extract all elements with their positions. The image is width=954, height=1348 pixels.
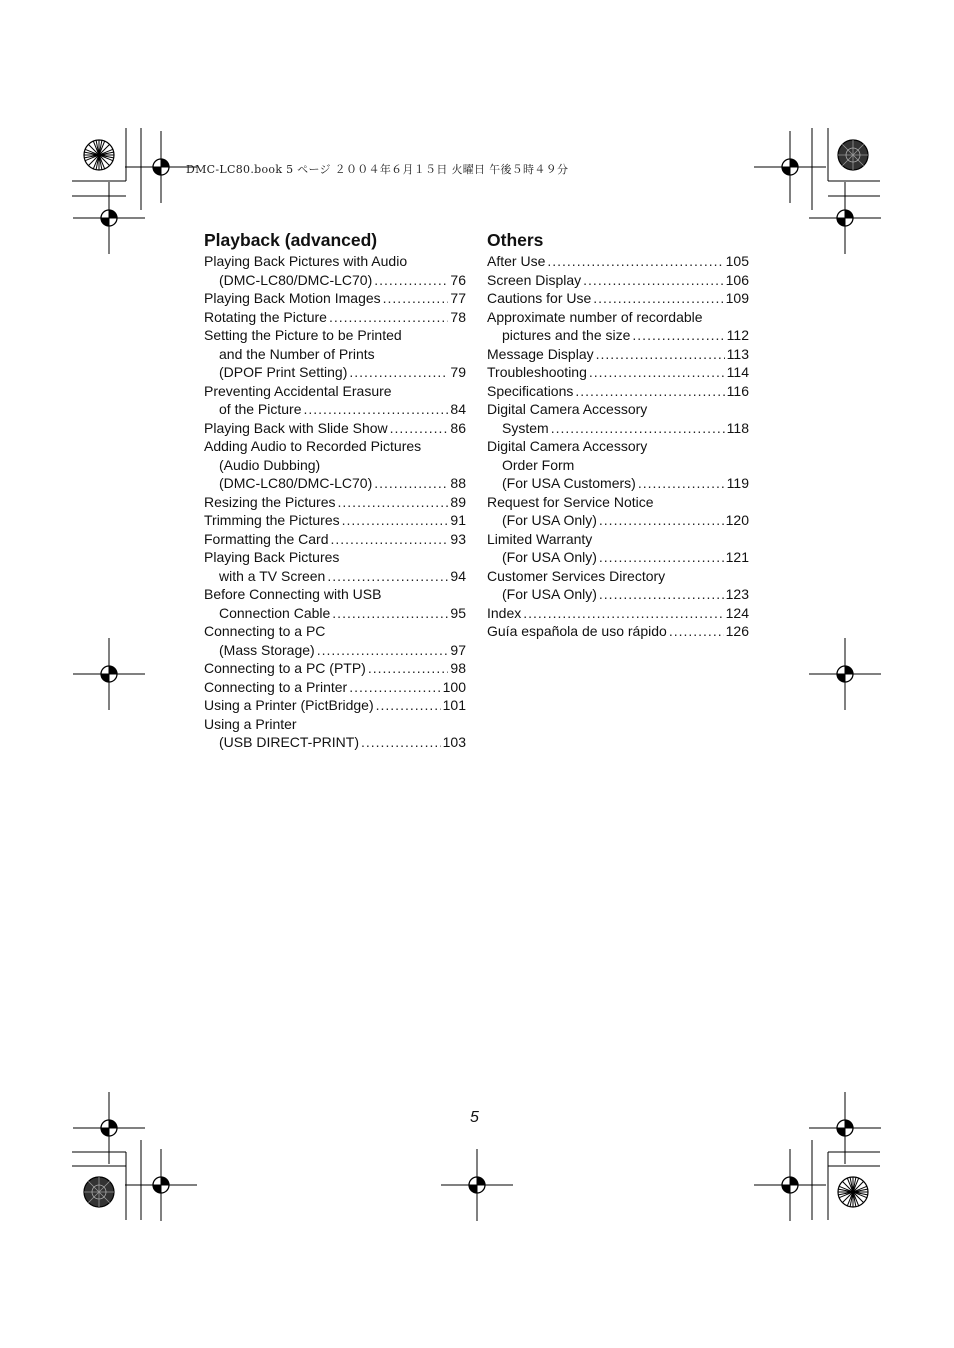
toc-entry-line — [487, 585, 749, 604]
toc-column-playback-advanced — [204, 229, 466, 752]
toc-entry[interactable] — [487, 271, 749, 290]
toc-entry[interactable] — [487, 530, 749, 567]
toc-entry[interactable] — [204, 493, 466, 512]
toc-entry-text: Troubleshooting — [487, 364, 587, 380]
toc-page-number: 86 — [450, 419, 466, 436]
dot-leader — [523, 604, 723, 623]
toc-page-number: 76 — [450, 271, 466, 288]
dot-leader — [361, 733, 441, 752]
toc-entry-line — [204, 696, 466, 715]
toc-entry-text: Order Form — [502, 456, 575, 473]
toc-entry-text: Trimming the Pictures — [204, 512, 340, 528]
dot-leader — [376, 696, 441, 715]
toc-entry-line — [204, 567, 466, 586]
dot-leader — [390, 419, 449, 438]
toc-entry[interactable] — [487, 437, 749, 493]
toc-entry-line — [204, 659, 466, 678]
dot-leader — [383, 289, 449, 308]
toc-entry-line — [487, 419, 749, 438]
toc-page-number: 121 — [725, 549, 749, 565]
toc-entry-line — [204, 604, 466, 623]
dot-leader — [338, 493, 449, 512]
toc-page-number: 123 — [725, 586, 749, 602]
toc-entry-line — [487, 548, 749, 567]
toc-entry-line — [204, 419, 466, 438]
toc-page-number: 78 — [450, 308, 466, 325]
toc-entry-line — [204, 733, 466, 752]
toc-entry-text: Playing Back Pictures — [204, 549, 340, 565]
toc-entry-line — [487, 363, 749, 382]
toc-entry-line — [204, 585, 466, 604]
toc-entry-line — [204, 622, 466, 641]
toc-entry-line — [487, 308, 749, 327]
toc-page-number: 116 — [726, 382, 749, 399]
toc-page-number: 119 — [726, 475, 749, 491]
toc-page-number: 77 — [450, 290, 466, 306]
toc-entry[interactable] — [487, 345, 749, 364]
toc-entry[interactable] — [204, 419, 466, 438]
toc-entry[interactable] — [204, 289, 466, 308]
toc-entry-text: System — [502, 419, 549, 436]
dot-leader — [632, 326, 724, 345]
dot-leader — [304, 400, 449, 419]
toc-entry-text: Connecting to a PC (PTP) — [204, 660, 366, 676]
toc-entry-line — [204, 530, 466, 549]
toc-entry-line — [204, 456, 466, 475]
toc-entry-line — [487, 271, 749, 290]
toc-page-number: 88 — [450, 475, 466, 491]
toc-entry-text: Resizing the Pictures — [204, 493, 336, 510]
toc-entry-line — [204, 326, 466, 345]
toc-entry-line — [204, 382, 466, 401]
toc-entry-line — [487, 493, 749, 512]
toc-entry[interactable] — [487, 363, 749, 382]
toc-entry-line — [487, 474, 749, 493]
dot-leader — [583, 271, 723, 290]
toc-page-number: 97 — [450, 641, 466, 658]
toc-entry-text: Before Connecting with USB — [204, 586, 382, 602]
toc-entry[interactable] — [487, 622, 749, 641]
toc-page-number: 93 — [450, 530, 466, 547]
toc-entry[interactable] — [204, 252, 466, 289]
dot-leader — [599, 548, 724, 567]
toc-entry-text: Connection Cable — [219, 604, 331, 621]
toc-entry-text: Using a Printer (PictBridge) — [204, 697, 374, 713]
toc-page-number: 114 — [726, 364, 749, 380]
dot-leader — [329, 308, 448, 327]
toc-entry[interactable] — [487, 567, 749, 604]
toc-entry-text: After Use — [487, 253, 546, 269]
toc-entry[interactable] — [204, 511, 466, 530]
dot-leader — [593, 289, 723, 308]
toc-entry[interactable] — [204, 382, 466, 419]
dot-leader — [575, 382, 724, 401]
toc-page-number: 124 — [725, 604, 749, 621]
toc-entry-text: and the Number of Prints — [219, 345, 375, 362]
dot-leader — [332, 604, 448, 623]
toc-entry[interactable] — [204, 548, 466, 585]
toc-entry-line — [204, 511, 466, 530]
toc-entry-text: Preventing Accidental Erasure — [204, 382, 392, 399]
toc-entry-text: Digital Camera Accessory — [487, 401, 648, 417]
toc-entry-line — [204, 400, 466, 419]
toc-entry-line — [487, 456, 749, 475]
toc-entry[interactable] — [204, 659, 466, 678]
toc-entry[interactable] — [204, 437, 466, 493]
toc-entry-text: (Audio Dubbing) — [219, 456, 321, 473]
toc-page-number: 126 — [725, 623, 749, 639]
print-slug: DMC-LC80.book 5 ページ ２００４年６月１５日 火曜日 午後５時４９分 — [186, 163, 569, 176]
toc-entry[interactable] — [204, 326, 466, 382]
toc-entry-line — [204, 271, 466, 290]
toc-entry-text: Rotating the Picture — [204, 308, 327, 325]
toc-entry-line — [204, 308, 466, 327]
toc-entry-line — [204, 641, 466, 660]
toc-entry-line — [487, 437, 749, 456]
dot-leader — [317, 641, 449, 660]
toc-entry-text: Playing Back with Slide Show — [204, 419, 388, 436]
toc-entry-line — [487, 604, 749, 623]
section-title: Others — [487, 230, 544, 250]
toc-entry[interactable] — [204, 696, 466, 715]
toc-entry-text: (Mass Storage) — [219, 641, 315, 658]
dot-leader — [638, 474, 725, 493]
dot-leader — [669, 622, 724, 641]
toc-entry-text: Screen Display — [487, 271, 582, 288]
toc-entry[interactable] — [204, 308, 466, 327]
dot-leader — [547, 252, 723, 271]
toc-entry[interactable] — [487, 493, 749, 530]
toc-entry-text: (DMC-LC80/DMC-LC70) — [219, 475, 373, 491]
toc-entry-line — [204, 345, 466, 364]
toc-entry-text: Formatting the Card — [204, 530, 329, 547]
toc-page-number: 105 — [725, 253, 749, 269]
toc-entry-text: Index — [487, 604, 522, 621]
toc-entry-text: (DPOF Print Setting) — [219, 364, 348, 380]
dot-leader — [349, 363, 448, 382]
toc-entry[interactable] — [487, 289, 749, 308]
page-number: 5 — [470, 1109, 479, 1126]
toc-entry[interactable] — [487, 604, 749, 623]
toc-entry-line — [487, 530, 749, 549]
dot-leader — [599, 511, 724, 530]
toc-entry-line — [204, 548, 466, 567]
toc-entry-line — [487, 511, 749, 530]
dot-leader — [342, 511, 449, 530]
toc-entry-text: (DMC-LC80/DMC-LC70) — [219, 271, 373, 288]
toc-entry-text: Limited Warranty — [487, 530, 593, 547]
toc-entry-text: Customer Services Directory — [487, 567, 666, 584]
toc-entry-text: Using a Printer — [204, 715, 297, 732]
toc-page-number: 89 — [450, 493, 466, 510]
toc-entry-text: (For USA Only) — [502, 586, 597, 602]
toc-entry[interactable] — [487, 308, 749, 345]
toc-entry-line — [487, 382, 749, 401]
toc-entry-line — [204, 715, 466, 734]
toc-entry-text: (For USA Customers) — [502, 475, 636, 491]
toc-page-number: 112 — [726, 327, 749, 343]
toc-page-number: 120 — [725, 512, 749, 528]
toc-entry[interactable] — [204, 585, 466, 622]
toc-entry-text: (USB DIRECT-PRINT) — [219, 734, 359, 750]
dot-leader — [349, 678, 440, 697]
toc-page-number: 103 — [442, 734, 466, 750]
toc-entry-line — [487, 345, 749, 364]
dot-leader — [327, 567, 448, 586]
toc-entry[interactable] — [487, 252, 749, 271]
toc-entry-text: Specifications — [487, 382, 574, 399]
toc-entry[interactable] — [487, 382, 749, 401]
toc-entry-text: Setting the Picture to be Printed — [204, 327, 402, 343]
toc-entry-line — [487, 326, 749, 345]
toc-entry-line — [204, 252, 466, 271]
toc-entry-line — [204, 474, 466, 493]
toc-entry[interactable] — [204, 678, 466, 697]
toc-entry-line — [487, 252, 749, 271]
section-title: Playback (advanced) — [204, 230, 378, 250]
toc-page-number: 109 — [725, 290, 749, 306]
toc-entry-text: of the Picture — [219, 401, 302, 417]
toc-entry-text: Message Display — [487, 345, 594, 362]
toc-page-number: 100 — [442, 678, 466, 695]
toc-page-number: 84 — [450, 401, 466, 417]
toc-page-number: 98 — [450, 660, 466, 676]
dot-leader — [374, 271, 448, 290]
toc-entry-line — [487, 289, 749, 308]
dot-leader — [374, 474, 448, 493]
toc-page-number: 106 — [725, 271, 749, 288]
toc-entry-line — [204, 437, 466, 456]
toc-page-number: 101 — [442, 697, 466, 713]
toc-entry-text: Guía española de uso rápido — [487, 623, 667, 639]
toc-entry-text: Playing Back Pictures with Audio — [204, 253, 408, 269]
toc-page-number: 79 — [450, 364, 466, 380]
toc-entry-text: Connecting to a PC — [204, 623, 326, 639]
toc-entry-text: (For USA Only) — [502, 512, 597, 528]
toc-page-number: 94 — [450, 567, 466, 584]
toc-entry-text: Digital Camera Accessory — [487, 438, 648, 454]
toc-entry-text: Connecting to a Printer — [204, 678, 348, 695]
dot-leader — [599, 585, 724, 604]
toc-entry[interactable] — [204, 622, 466, 659]
toc-entry-text: Playing Back Motion Images — [204, 290, 381, 306]
toc-page-number: 95 — [450, 604, 466, 621]
toc-entry-text: (For USA Only) — [502, 549, 597, 565]
toc-entry[interactable] — [204, 715, 466, 752]
toc-entry-text: with a TV Screen — [219, 567, 326, 584]
toc-entry-line — [204, 678, 466, 697]
toc-entry-line — [487, 622, 749, 641]
toc-entry-text: pictures and the size — [502, 327, 631, 343]
dot-leader — [331, 530, 449, 549]
toc-column-others — [487, 229, 749, 641]
toc-page-number: 91 — [450, 512, 466, 528]
toc-entry-line — [204, 363, 466, 382]
toc-entry-text: Request for Service Notice — [487, 493, 654, 510]
toc-entry-line — [204, 493, 466, 512]
toc-entry-text: Adding Audio to Recorded Pictures — [204, 438, 422, 454]
dot-leader — [551, 419, 725, 438]
toc-entry-text: Approximate number of recordable — [487, 308, 703, 325]
dot-leader — [596, 345, 725, 364]
dot-leader — [589, 363, 725, 382]
toc-entry[interactable] — [487, 400, 749, 437]
toc-page-number: 113 — [726, 345, 749, 362]
toc-page-number: 118 — [726, 419, 749, 436]
toc-entry-line — [204, 289, 466, 308]
toc-entry-line — [487, 567, 749, 586]
toc-entry-text: Cautions for Use — [487, 290, 592, 306]
toc-entry[interactable] — [204, 530, 466, 549]
dot-leader — [368, 659, 449, 678]
toc-entry-line — [487, 400, 749, 419]
